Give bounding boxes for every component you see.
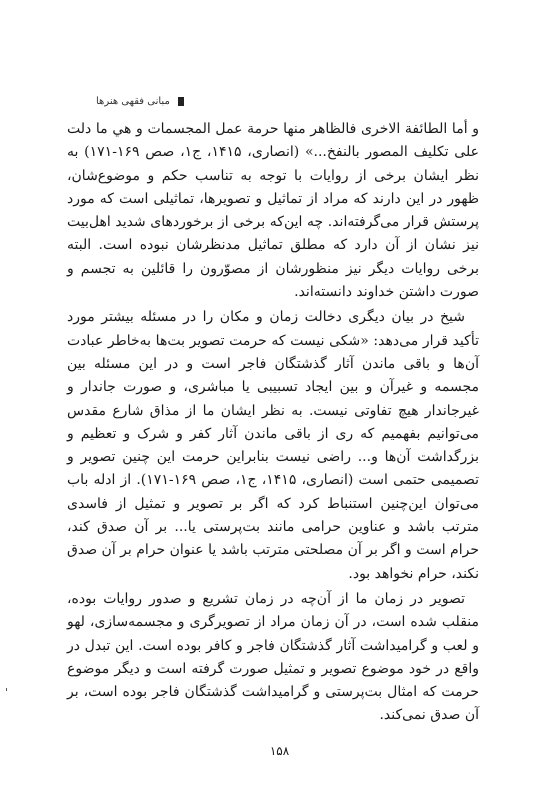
header-square-icon	[178, 97, 184, 106]
running-header	[96, 96, 463, 107]
paragraph-1: و أما الطائفة الاخرى فالظاهر منها حرمة عمل المجسمات و هي ما دلت على تکلیف المصور بالنفخ...» (انصاری، ۱۴۱۵، ج۱، صص ۱۶۹-۱۷۱) به نظر ایشان برخی از روایات با توجه به تناسب حکم و موضوع‌شان، ظهور در این دارند که مراد از تماثیل و تصویرها، تماثیلی است که مورد پرستش قرار می‌گرفته‌اند. چه این‌که برخی از برخوردهای شدید اهل‌بیت نیز نشان از آن دارد که مطلق تماثیل مدنظرشان نبوده است. البته برخی روایات دیگر نیز منظورشان از مصوّرون را قائلین به تجسم و صورت داشتن خداوند دانسته‌اند.	[67, 121, 480, 301]
page-number: ۱۵۸	[269, 744, 290, 758]
paragraph-3: تصویر در زمان ما از آن‌چه در زمان تشریع و صدور روایات بوده، منقلب شده است، در آن زمان مراد از تصویرگری و مجسمه‌سازی، لهو و لعب و گرامیداشت آثار گذشتگان فاجر و کافر بوده است. این تبدل در واقع در خود موضوع تصویر و تمثیل صورت گرفته است و دیگر موضوع حرمت که امثال بت‌پرستی و گرامیداشت گذشتگان فاجر بوده است، بر آن صدق نمی‌کند.	[67, 590, 480, 724]
margin-mark	[6, 688, 7, 691]
paragraph-2: شیخ در بیان دیگری دخالت زمان و مکان را در مسئله بیشتر مورد تأکید قرار می‌دهد: «شکی نیست که حرمت تصویر بت‌ها به‌خاطر عبادت آن‌ها و باقی ماندن آثار گذشتگان فاجر است و در این مسئله بین مجسمه و غیرآن و بین ایجاد تسبیبی یا مباشری، و صورت جاندار و غیرجاندار هیچ تفاوتی نیست. به نظر ایشان ما از مذاق شارع مقدس می‌توانیم بفهمیم که ری از باقی ماندن آثار کفر و شرک و تعظیم و بزرگداشت آن‌ها و... راضی نیست بنابراین حرمت این چنین تصویر و تصمیمی حتمی است (انصاری، ۱۴۱۵، ج۱، صص ۱۶۹-۱۷۱). از ادله باب می‌توان این‌چنین استنباط کرد که اگر بر تصویر و تمثیل از فاسدی مترتب باشد و عناوین حرامی مانند بت‌پرستی یا... بر آن صدق کند، حرام است و اگر بر آن مصلحتی مترتب باشد یا عنوان حرام بر آن صدق نکند، حرام نخواهد بود.	[67, 309, 479, 582]
body-text	[67, 118, 479, 728]
running-title: مبانی فقهی هنرها	[96, 96, 170, 107]
